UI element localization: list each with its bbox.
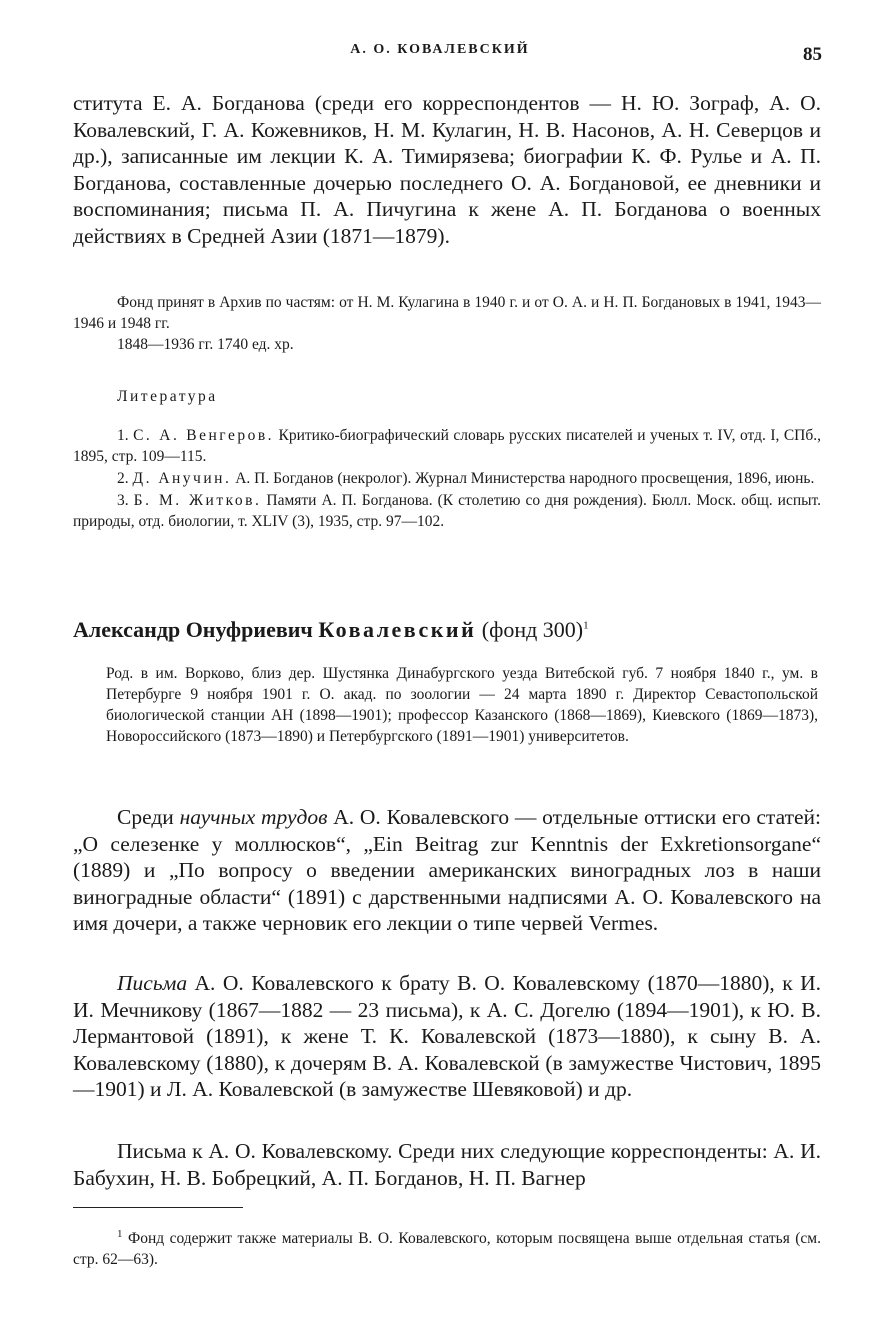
biography-note: Род. в им. Ворково, близ дер. Шустянка Динабургского уезда Витебской губ. 7 ноября 1840 г., ум. в Петербурге 9 ноября 1901 г. О. акад. по зоологии — 24 марта 1890 г. Директор Севастопольской биологической станции АН (1898—1901); профессор Казанского (1868—1869), Киевского (1869—1873), Новороссийского (1873—1890) и Петербургского (1891—1901) университетов. [106, 665, 818, 745]
footnote-ref: 1 [583, 619, 589, 632]
literature-item-text: Памяти А. П. Богданова. (К столетию со дня рождения). Бюлл. Моск. общ. испыт. природы, отд. биологии, т. XLIV (3), 1935, стр. 97—102. [73, 492, 822, 530]
literature-item-number: 3. [117, 492, 129, 509]
footnote-divider [73, 1207, 243, 1208]
literature-list [73, 425, 821, 532]
literature-heading: Литература [117, 388, 218, 405]
person-surname: Ковалевский [318, 617, 477, 642]
fund-extent-note: 1848—1936 гг. 1740 ед. хр. [117, 336, 294, 353]
running-title: А. О. КОВАЛЕВСКИЙ [350, 42, 530, 57]
intro-paragraph: ститута Е. А. Богданова (среди его корреспондентов — Н. Ю. Зограф, А. О. Ковалевский, Г. А. Кожевников, Н. М. Кулагин, Н. В. Насонов, А. Н. Северцов и др.), записанные им лекции К. А. Тимирязева; биографии К. Ф. Рулье и А. П. Богданова, составленные дочерью последнего О. А. Богдановой, ее дневники и воспоминания; письма П. А. Пичугина к жене А. П. Богданова о военных действиях в Средней Азии (1871—1879). [73, 91, 821, 248]
p2-emphasis: Письма [117, 971, 188, 995]
literature-item [73, 425, 821, 467]
literature-item-text: Критико-биографический словарь русских писателей и ученых т. IV, отд. I, СПб., 1895, стр. 109—115. [73, 427, 822, 465]
section-heading [73, 616, 821, 644]
p1-emphasis: научных трудов [179, 805, 328, 829]
page-number: 85 [803, 44, 822, 65]
p2-text: А. О. Ковалевского к брату В. О. Ковалевскому (1870—1880), к И. И. Мечникову (1867—1882 — 23 письма), к А. С. Догелю (1894—1901), к Ю. В. Лермантовой (1891), к жене Т. К. Ковалевской (1873—1880), к сыну В. А. Ковалевскому (1880), к дочерям В. А. Ковалевской (в замужестве Чистович, 1895—1901) и Л. А. Ковалевской (в замужестве Шевяковой) и др. [73, 971, 821, 1101]
person-first-names: Александр Онуфриевич [73, 617, 313, 642]
p1-lead: Среди [117, 805, 174, 829]
literature-item-author: Д. Анучин. [132, 470, 232, 487]
letters-paragraph [73, 970, 821, 1103]
footnote-mark: 1 [117, 1227, 123, 1240]
literature-item-author: С. А. Венгеров. [133, 427, 275, 444]
literature-item-number: 2. [117, 470, 129, 487]
footnote [73, 1228, 821, 1270]
literature-item-text: А. П. Богданов (некролог). Журнал Министерства народного просвещения, 1896, июнь. [235, 470, 815, 487]
letters-to-paragraph: Письма к А. О. Ковалевскому. Среди них следующие корреспонденты: А. И. Бабухин, Н. В. Бобрецкий, А. П. Богданов, Н. П. Вагнер [73, 1139, 821, 1190]
fund-note [73, 292, 821, 355]
footnote-text: Фонд содержит также материалы В. О. Ковалевского, которым посвящена выше отдельная статья (см. стр. 62—63). [73, 1230, 821, 1268]
fund-number: (фонд 300) [481, 617, 584, 642]
literature-item [73, 468, 821, 489]
literature-item-number: 1. [117, 427, 129, 444]
scientific-works-paragraph [73, 804, 821, 937]
literature-item [73, 490, 821, 532]
literature-item-author: Б. М. Житков. [133, 492, 262, 509]
fund-acquisition-note: Фонд принят в Архив по частям: от Н. М. Кулагина в 1940 г. и от О. А. и Н. П. Богдановых в 1941, 1943—1946 и 1948 гг. [73, 294, 821, 332]
p1-text: А. О. Ковалевского — отдельные оттиски его статей: „О селезенке у моллюсков“, „Ein Beitrag zur Kenntnis der Exkretionsorgane“ (1889) и „По вопросу о введении американских виноградных лоз в наши виноградные области“ (1891) с дарственными надписями А. О. Ковалевского на имя дочери, а также черновик его лекции о типе червей Vermes. [73, 805, 821, 935]
